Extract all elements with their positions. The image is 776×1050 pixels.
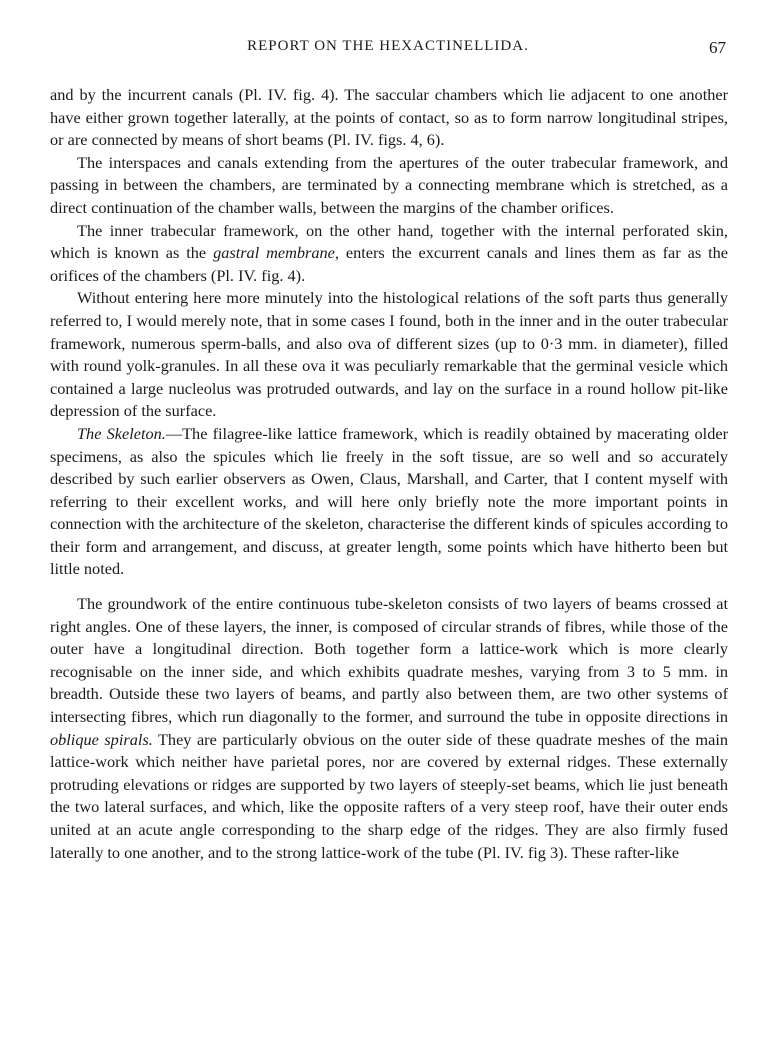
header-title: REPORT ON THE HEXACTINELLIDA. (247, 38, 529, 54)
italic-term: oblique spirals. (50, 729, 153, 749)
page-number: 67 (709, 38, 726, 57)
paragraph-text: Without entering here more minutely into the histological relations of the soft parts thus generally referred to, I would merely note, that in some cases I found, both in the inner and in the outer trabecular framework, numerous sperm-balls, and also ova of different sizes (up to 0·3 mm. in diameter), filled with round yolk-granules. In all these ova it was peculiarly remarkable that the germinal vesicle which contained a large nucleolus was protruded outwards, and lay on the surface in a round hollow pit-like depression of the surface. (50, 288, 728, 421)
paragraph-text: They are particularly obvious on the outer side of these quadrate meshes of the main lattice-work which neither have parietal pores, nor are covered by external ridges. These externally protruding elevations or ridges are supported by two layers of steeply-set beams, which lie just beneath the two lateral surfaces, and which, like the opposite rafters of a very steep roof, have their outer ends united at an acute angle corresponding to the sharp edge of the ridges. They are also firmly fused laterally to one another, and to the strong lattice-work of the tube (Pl. IV. fig 3). These rafter-like (50, 729, 728, 862)
paragraph-3 (50, 220, 728, 288)
paragraph-text: The groundwork of the entire continuous tube-skeleton consists of two layers of beams crossed at right angles. One of these layers, the inner, is composed of circular strands of fibres, while those of the outer have a longitudinal direction. Both together form a lattice-work which is more clearly recognisable on the inner side, and which exhibits quadrate meshes, varying from 3 to 5 mm. in breadth. Outside these two layers of beams, and partly also between them, are two other systems of intersecting fibres, which run diagonally to the former, and surround the tube in opposite directions in (50, 594, 728, 727)
running-header (50, 38, 726, 62)
paragraph-text: and by the incurrent canals (Pl. IV. fig. 4). The saccular chambers which lie adjacent to one another have either grown together laterally, at the points of contact, so as to form narrow longitudinal stripes, or are connected by means of short beams (Pl. IV. figs. 4, 6). (50, 85, 728, 150)
paragraph-6 (50, 593, 728, 864)
body-text (50, 84, 728, 864)
section-heading: The Skeleton. (77, 423, 166, 443)
paragraph-text: The interspaces and canals extending from the apertures of the outer trabecular framework, and passing in between the chambers, are terminated by a connecting membrane which is stretched, as a direct continuation of the chamber walls, between the margins of the chamber orifices. (50, 152, 728, 217)
paragraph-2 (50, 152, 728, 220)
paragraph-text: —The filagree-like lattice framework, which is readily obtained by macerating older specimens, as also the spicules which lie freely in the soft tissue, are so well and so accurately described by such earlier observers as Owen, Claus, Marshall, and Carter, that I content myself with referring to their excellent works, and will here only briefly note the more important points in connection with the architecture of the skeleton, characterise the different kinds of spicules according to their form and arrangement, and discuss, at greater length, some points which have hitherto been but little noted. (50, 423, 728, 579)
paragraph-text: The inner trabecular framework, on the other hand, together with the internal perforated skin, which is known as the (50, 220, 728, 263)
italic-term: gastral membrane (213, 243, 335, 263)
paragraph-4 (50, 287, 728, 423)
paragraph-1 (50, 84, 728, 152)
paragraph-5 (50, 423, 728, 581)
paragraph-text: , enters the excurrent canals and lines them as far as the orifices of the chambers (Pl. IV. fig. 4). (50, 243, 729, 285)
